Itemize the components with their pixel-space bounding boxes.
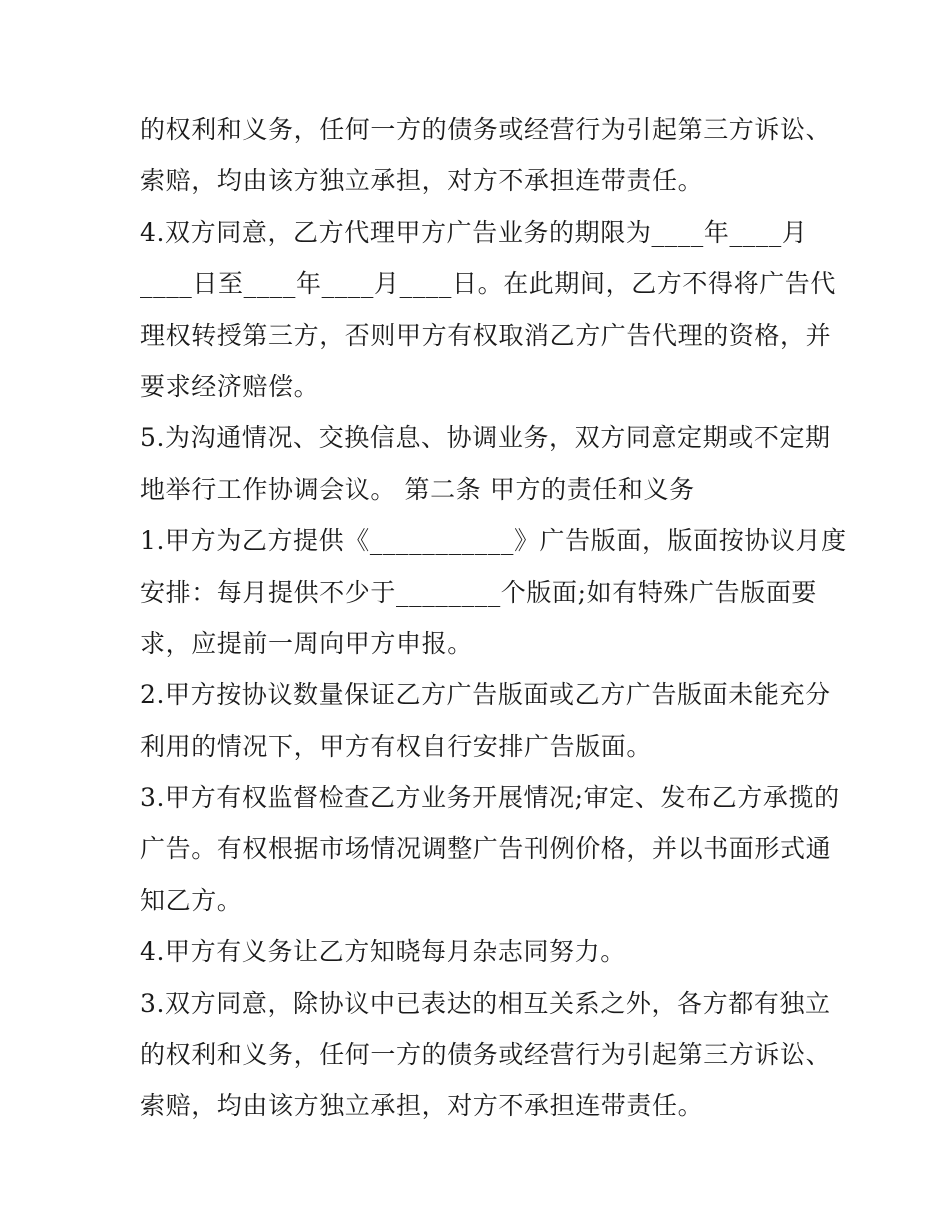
text-line: 理权转授第三方，否则甲方有权取消乙方广告代理的资格，并 [140, 320, 832, 350]
text-line: 2.甲方按协议数量保证乙方广告版面或乙方广告版面未能充分 [140, 680, 831, 710]
text-line: 安排：每月提供不少于________个版面;如有特殊广告版面要 [140, 577, 818, 607]
text-line: 的权利和义务，任何一方的债务或经营行为引起第三方诉讼、 [140, 1040, 832, 1070]
text-line: 3.双方同意，除协议中已表达的相互关系之外，各方都有独立 [140, 988, 831, 1018]
document-body [140, 104, 847, 1132]
text-line: 知乙方。 [140, 885, 243, 915]
text-line: 4.双方同意，乙方代理甲方广告业务的期限为____年____月 [140, 217, 808, 247]
text-line: 广告。有权根据市场情况调整广告刊例价格，并以书面形式通 [140, 834, 832, 864]
text-line: 1.甲方为乙方提供《___________》广告版面，版面按协议月度 [140, 526, 847, 556]
text-line: 3.甲方有权监督检查乙方业务开展情况;审定、发布乙方承揽的 [140, 783, 840, 813]
text-line: 地举行工作协调会议。 第二条 甲方的责任和义务 [140, 474, 695, 504]
text-line: 4.甲方有义务让乙方知晓每月杂志同努力。 [140, 937, 626, 967]
text-line: 要求经济赔偿。 [140, 371, 320, 401]
text-line: 的权利和义务，任何一方的债务或经营行为引起第三方诉讼、 [140, 115, 832, 144]
text-line: 索赔，均由该方独立承担，对方不承担连带责任。 [140, 1091, 704, 1121]
text-line: 利用的情况下，甲方有权自行安排广告版面。 [140, 731, 653, 761]
text-line: 求，应提前一周向甲方申报。 [140, 628, 473, 658]
text-line: 索赔，均由该方独立承担，对方不承担连带责任。 [140, 166, 704, 196]
text-line: 5.为沟通情况、交换信息、协调业务，双方同意定期或不定期 [140, 423, 831, 453]
text-line: ____日至____年____月____日。在此期间，乙方不得将广告代 [140, 269, 837, 299]
